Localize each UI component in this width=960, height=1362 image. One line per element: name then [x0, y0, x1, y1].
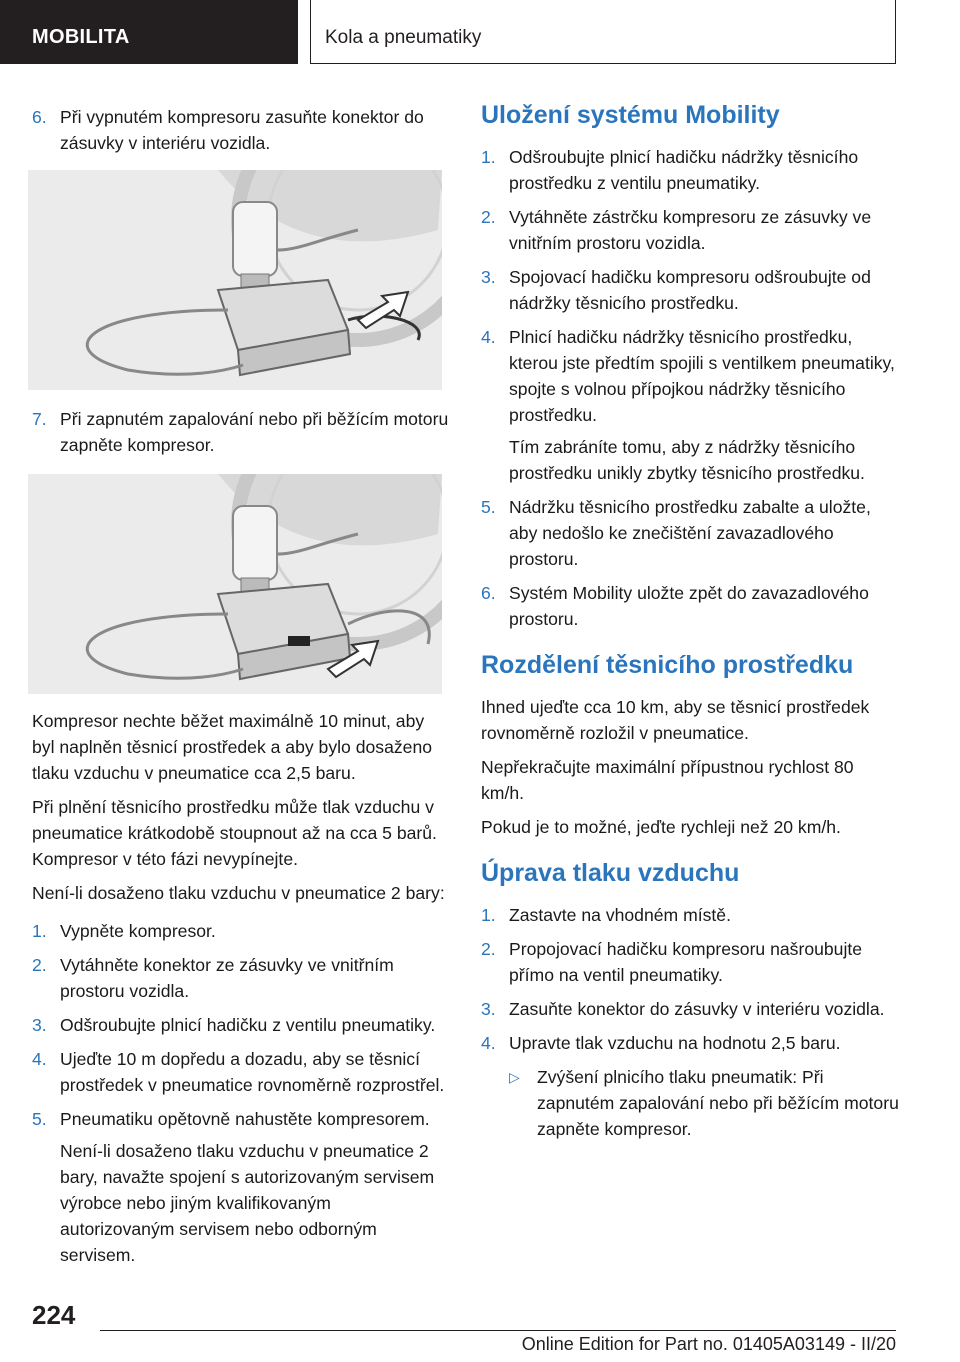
step-number: 5. — [32, 1109, 47, 1129]
step-number: 7. — [32, 409, 47, 429]
step-number: 1. — [481, 147, 496, 167]
list-item — [32, 406, 450, 458]
step-number: 1. — [32, 921, 47, 941]
steps-list-storage — [481, 144, 899, 632]
step-number: 5. — [481, 497, 496, 517]
step-number: 2. — [32, 955, 47, 975]
step-number: 2. — [481, 939, 496, 959]
step-text: Při vypnutém kompresoru zasuňte konektor do zásuvky v interiéru vozidla. — [60, 107, 424, 153]
list-item — [481, 902, 899, 928]
step-number: 3. — [481, 999, 496, 1019]
header-chapter-label: Kola a pneumatiky — [310, 0, 896, 64]
step-number: 3. — [481, 267, 496, 287]
list-item — [481, 936, 899, 988]
header-section-label: MOBILITA — [0, 0, 298, 64]
step-text: Při zapnutém zapalování nebo při běžícím motoru zapněte kompresor. — [60, 409, 449, 455]
triangle-bullet-icon: ▷ — [509, 1069, 520, 1085]
step-text: Odšroubujte plnicí hadičku nádržky těsnicího prostředku z ventilu pneumatiky. — [509, 147, 859, 193]
illustration-compressor-plug — [28, 170, 442, 390]
list-item — [32, 1046, 450, 1098]
list-item — [481, 264, 899, 316]
paragraph: Při plnění těsnicího prostředku může tlak vzduchu v pneumatice krátkodobě stoupnout až na cca 5 barů. Kompresor v této fázi nevypínejte. — [32, 797, 437, 869]
list-item — [32, 918, 450, 944]
steps-list-a2 — [32, 406, 450, 458]
list-item — [32, 1106, 450, 1268]
page-number: 224 — [32, 1300, 76, 1330]
list-item — [481, 144, 899, 196]
list-item — [481, 494, 899, 572]
compressor-switch-illustration-icon — [28, 474, 442, 694]
footer-divider — [100, 1330, 896, 1331]
list-item — [481, 1030, 899, 1142]
steps-list-a — [32, 104, 450, 156]
step-text: Systém Mobility uložte zpět do zavazadlového prostoru. — [509, 583, 869, 629]
step-text: Propojovací hadičku kompresoru našroubujte přímo na ventil pneumatiky. — [509, 939, 863, 985]
steps-list-b — [32, 918, 450, 1268]
step-text: Zasuňte konektor do zásuvky v interiéru vozidla. — [509, 999, 885, 1019]
section-title-pressure-adjustment: Úprava tlaku vzduchu — [481, 859, 740, 887]
step-text: Vytáhněte konektor ze zásuvky ve vnitřním prostoru vozidla. — [60, 955, 394, 1001]
list-item — [481, 324, 899, 486]
step-number: 3. — [32, 1015, 47, 1035]
footer-edition: Online Edition for Part no. 01405A03149 - II/20 — [521, 1334, 896, 1354]
step-number: 6. — [481, 583, 496, 603]
step-text: Vytáhněte zástrčku kompresoru ze zásuvky ve vnitřním prostoru vozidla. — [509, 207, 872, 253]
step-text: Vypněte kompresor. — [60, 921, 216, 941]
step-note: Není-li dosaženo tlaku vzduchu v pneumatice 2 bary, navažte spojení s autorizovaným servisem výrobce nebo jiným kvalifikovaným autorizovaným servisem nebo odborným servisem. — [60, 1141, 435, 1265]
step-number: 4. — [481, 1033, 496, 1053]
step-number: 2. — [481, 207, 496, 227]
step-text: Plnicí hadičku nádržky těsnicího prostředku, kterou jste předtím spojili s ventilkem pneumatiky, spojte s volnou přípojkou nádržky těsnicího prostředku. — [509, 327, 895, 425]
right-column — [481, 100, 899, 1150]
list-item — [32, 952, 450, 1004]
left-column — [32, 104, 450, 1276]
steps-list-pressure — [481, 902, 899, 1142]
step-text: Ujeďte 10 m dopředu a dozadu, aby se těsnicí prostředek v pneumatice rovnoměrně rozprostřel. — [60, 1049, 445, 1095]
step-text: Nádržku těsnicího prostředku zabalte a uložte, aby nedošlo ke znečištění zavazadlového prostoru. — [509, 497, 871, 569]
paragraph: Ihned ujeďte cca 10 km, aby se těsnicí prostředek rovnoměrně rozložil v pneumatice. — [481, 697, 870, 743]
step-text: Upravte tlak vzduchu na hodnotu 2,5 baru. — [509, 1033, 841, 1053]
list-item — [481, 996, 899, 1022]
step-text: Odšroubujte plnicí hadičku z ventilu pneumatiky. — [60, 1015, 436, 1035]
step-text: Spojovací hadičku kompresoru odšroubujte od nádržky těsnicího prostředku. — [509, 267, 871, 313]
list-item — [32, 1012, 450, 1038]
list-item — [481, 580, 899, 632]
step-number: 6. — [32, 107, 47, 127]
section-title-sealant-distribution: Rozdělení těsnicího prostředku — [481, 651, 854, 679]
sub-bullet — [509, 1064, 899, 1142]
step-number: 1. — [481, 905, 496, 925]
section-title-mobility-storage: Uložení systému Mobility — [481, 101, 780, 129]
step-note: Tím zabráníte tomu, aby z nádržky těsnicího prostředku unikly zbytky těsnicího prostředku. — [509, 437, 865, 483]
compressor-illustration-icon — [28, 170, 442, 390]
paragraph: Pokud je to možné, jeďte rychleji než 20 km/h. — [481, 817, 841, 837]
step-number: 4. — [32, 1049, 47, 1069]
list-item — [32, 104, 450, 156]
paragraph: Nepřekračujte maximální přípustnou rychlost 80 km/h. — [481, 757, 854, 803]
paragraph: Kompresor nechte běžet maximálně 10 minut, aby byl naplněn těsnicí prostředek a aby bylo dosaženo tlaku vzduchu v pneumatice cca 2,5 baru. — [32, 711, 433, 783]
illustration-compressor-switch — [28, 474, 442, 694]
step-text: Zastavte na vhodném místě. — [509, 905, 731, 925]
bullet-text: Zvýšení plnicího tlaku pneumatik: Při zapnutém zapalování nebo při běžícím motoru zapněte kompresor. — [537, 1067, 899, 1139]
step-number: 4. — [481, 327, 496, 347]
list-item — [481, 204, 899, 256]
step-text: Pneumatiku opětovně nahustěte kompresorem. — [60, 1109, 430, 1129]
paragraph: Není-li dosaženo tlaku vzduchu v pneumatice 2 bary: — [32, 883, 445, 903]
